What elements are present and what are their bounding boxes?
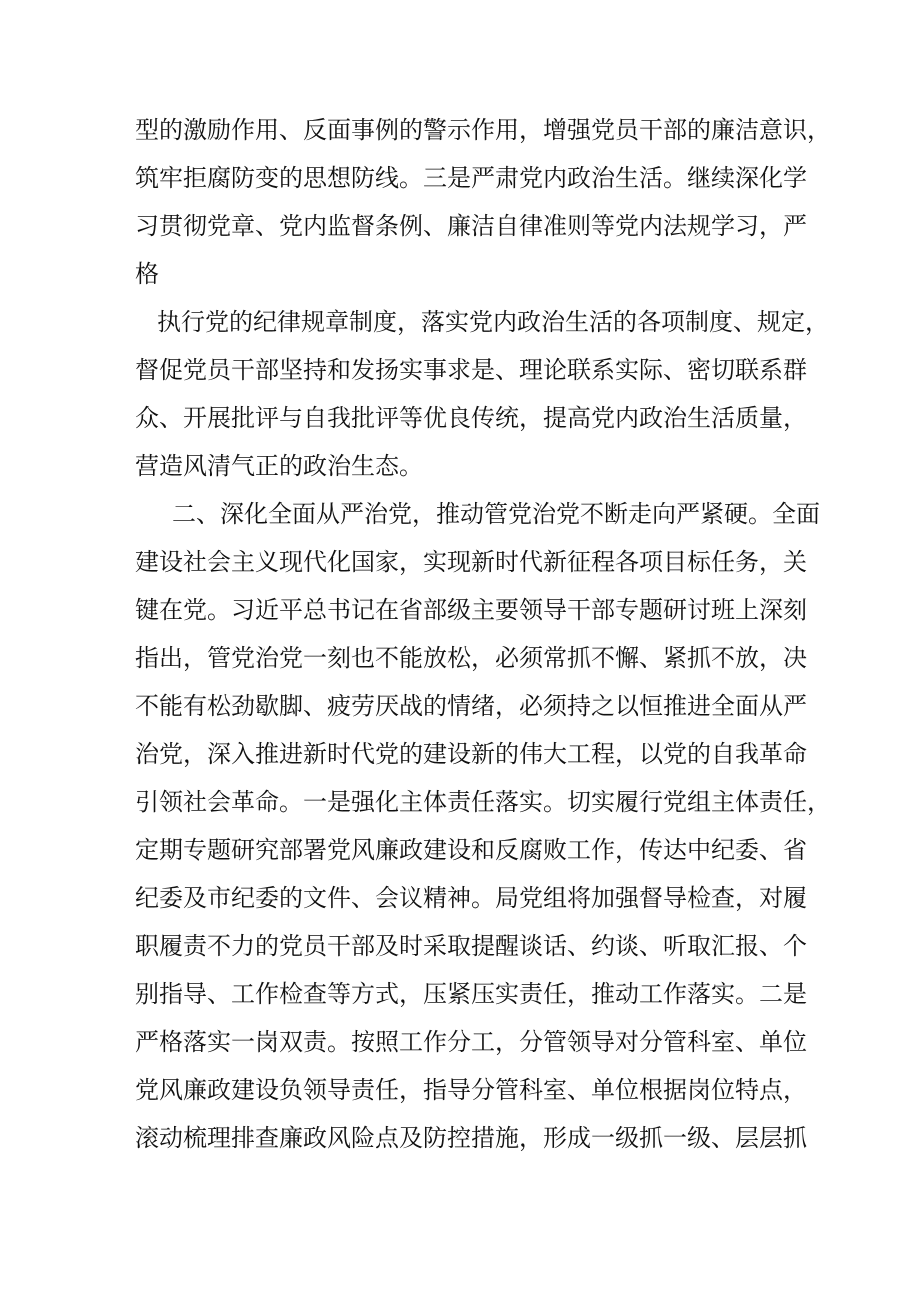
text-line: 型的激励作用、反面事例的警示作用，增强党员干部的廉洁意识，	[135, 116, 831, 144]
text-line: 众、开展批评与自我批评等优良传统，提高党内政治生活质量，	[135, 404, 807, 432]
text-line: 二、深化全面从严治党，推动管党治党不断走向严紧硬。全面	[172, 500, 820, 528]
text-line: 严格落实一岗双责。按照工作分工，分管领导对分管科室、单位	[135, 1028, 807, 1056]
text-line: 治党，深入推进新时代党的建设新的伟大工程，以党的自我革命	[135, 740, 807, 768]
text-line: 键在党。习近平总书记在省部级主要领导干部专题研讨班上深刻	[135, 596, 807, 624]
text-line: 定期专题研究部署党风廉政建设和反腐败工作，传达中纪委、省	[135, 836, 807, 864]
text-line: 别指导、工作检查等方式，压紧压实责任，推动工作落实。二是	[135, 980, 807, 1008]
text-line: 营造风清气正的政治生态。	[135, 452, 423, 480]
text-line: 党风廉政建设负领导责任，指导分管科室、单位根据岗位特点，	[135, 1076, 807, 1104]
text-line: 格	[135, 260, 159, 288]
text-line: 执行党的纪律规章制度，落实党内政治生活的各项制度、规定，	[157, 308, 829, 336]
text-line: 引领社会革命。一是强化主体责任落实。切实履行党组主体责任，	[135, 788, 831, 816]
text-line: 建设社会主义现代化国家，实现新时代新征程各项目标任务，关	[135, 548, 807, 576]
text-line: 不能有松劲歇脚、疲劳厌战的情绪，必须持之以恒推进全面从严	[135, 692, 807, 720]
text-line: 滚动梳理排查廉政风险点及防控措施，形成一级抓一级、层层抓	[135, 1124, 807, 1152]
text-line: 习贯彻党章、党内监督条例、廉洁自律准则等党内法规学习，严	[135, 212, 807, 240]
text-line: 职履责不力的党员干部及时采取提醒谈话、约谈、听取汇报、个	[135, 932, 807, 960]
text-line: 指出，管党治党一刻也不能放松，必须常抓不懈、紧抓不放，决	[135, 644, 807, 672]
text-line: 筑牢拒腐防变的思想防线。三是严肃党内政治生活。继续深化学	[135, 164, 807, 192]
text-line: 督促党员干部坚持和发扬实事求是、理论联系实际、密切联系群	[135, 356, 807, 384]
text-line: 纪委及市纪委的文件、会议精神。局党组将加强督导检查，对履	[135, 884, 807, 912]
